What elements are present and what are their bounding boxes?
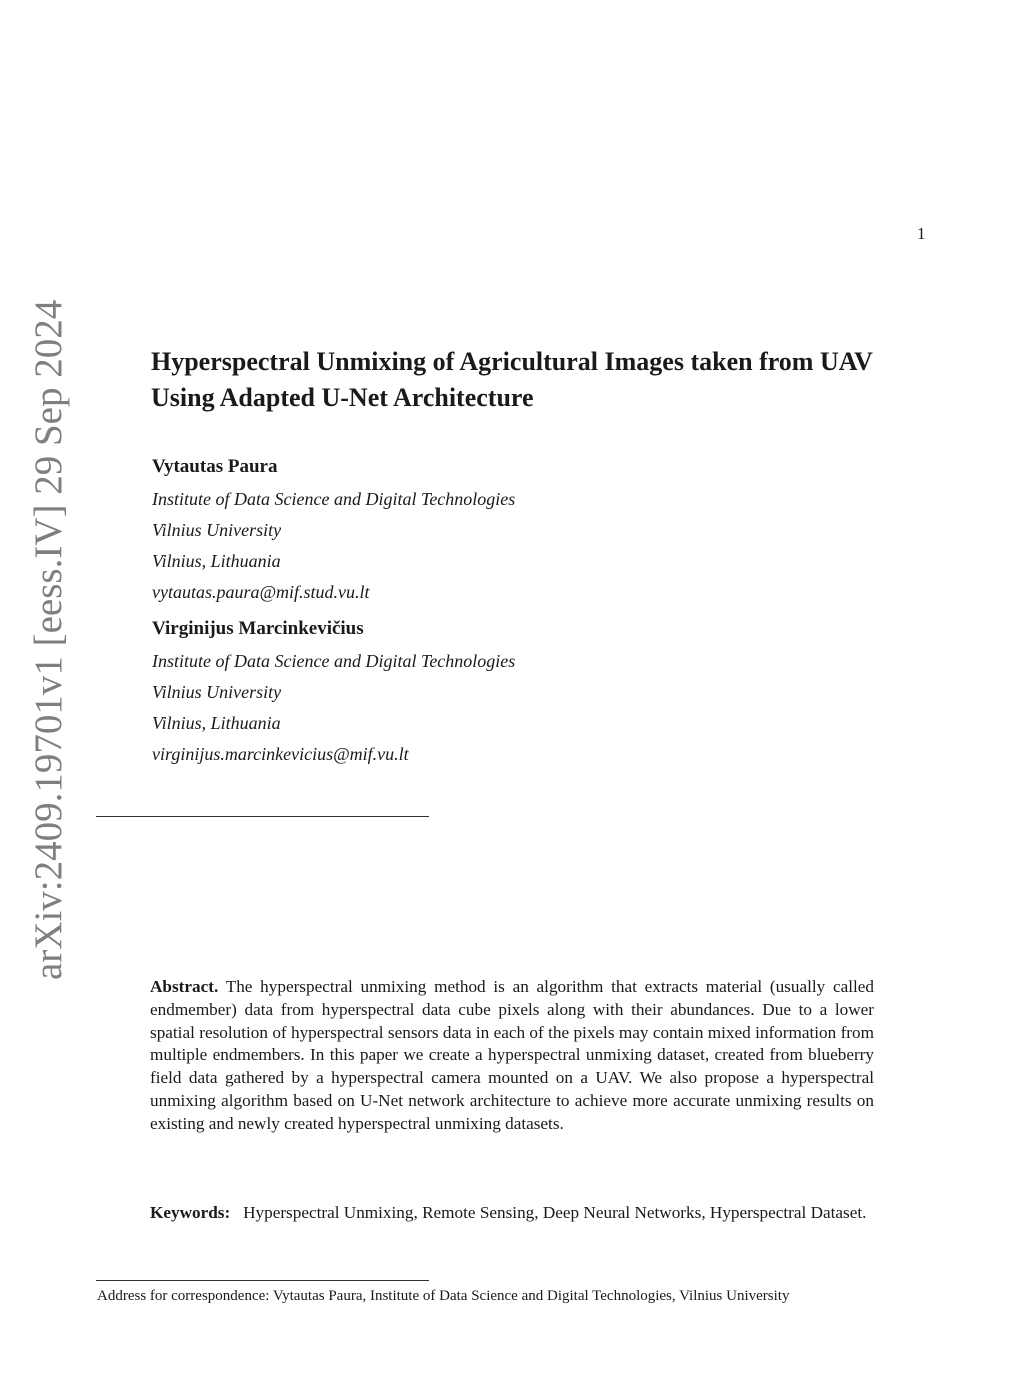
abstract-label: Abstract. <box>150 977 219 996</box>
author-location: Vilnius, Lithuania <box>152 551 281 571</box>
page-number: 1 <box>917 224 926 243</box>
footnote-divider <box>96 1280 429 1281</box>
author-university: Vilnius University <box>152 682 282 702</box>
author-name: Virginijus Marcinkevičius <box>152 618 364 639</box>
author-institute: Institute of Data Science and Digital Technologies <box>152 651 516 671</box>
paper-title-line-2: Using Adapted U-Net Architecture <box>151 383 534 412</box>
author-university: Vilnius University <box>152 520 282 540</box>
author-block-2 <box>152 615 752 770</box>
correspondence-footnote: Address for correspondence: Vytautas Paura, Institute of Data Science and Digital Technologies, Vilnius University <box>97 1288 790 1304</box>
abstract-text: The hyperspectral unmixing method is an algorithm that extracts material (usually called endmember) data from hyperspectral data cube pixels along with their abundances. Due to a lower spatial resolution of hyperspectral sensors data in each of the pixels may contain mixed information from multiple endmembers. In this paper we create a hyperspectral unmixing dataset, created from blueberry field data gathered by a hyperspectral camera mounted on a UAV. We also propose a hyperspectral unmixing algorithm based on U-Net network architecture to achieve more accurate unmixing results on existing and newly created hyperspectral unmixing datasets. <box>150 977 874 1133</box>
header-divider <box>96 816 429 817</box>
author-block-1 <box>152 453 752 608</box>
paper-title <box>151 344 941 416</box>
keywords-text: Hyperspectral Unmixing, Remote Sensing, Deep Neural Networks, Hyperspectral Dataset. <box>243 1203 867 1222</box>
author-email[interactable]: virginijus.marcinkevicius@mif.vu.lt <box>152 744 409 764</box>
author-name: Vytautas Paura <box>152 456 278 477</box>
abstract-paragraph <box>150 976 874 1136</box>
keywords-label: Keywords: <box>150 1203 231 1222</box>
keywords-paragraph <box>150 1201 874 1224</box>
author-email[interactable]: vytautas.paura@mif.stud.vu.lt <box>152 582 370 602</box>
paper-title-line-1: Hyperspectral Unmixing of Agricultural Images taken from UAV <box>151 347 873 376</box>
author-institute: Institute of Data Science and Digital Technologies <box>152 489 516 509</box>
arxiv-identifier-stamp: arXiv:2409.19701v1 [eess.IV] 29 Sep 2024 <box>27 299 70 980</box>
author-location: Vilnius, Lithuania <box>152 713 281 733</box>
